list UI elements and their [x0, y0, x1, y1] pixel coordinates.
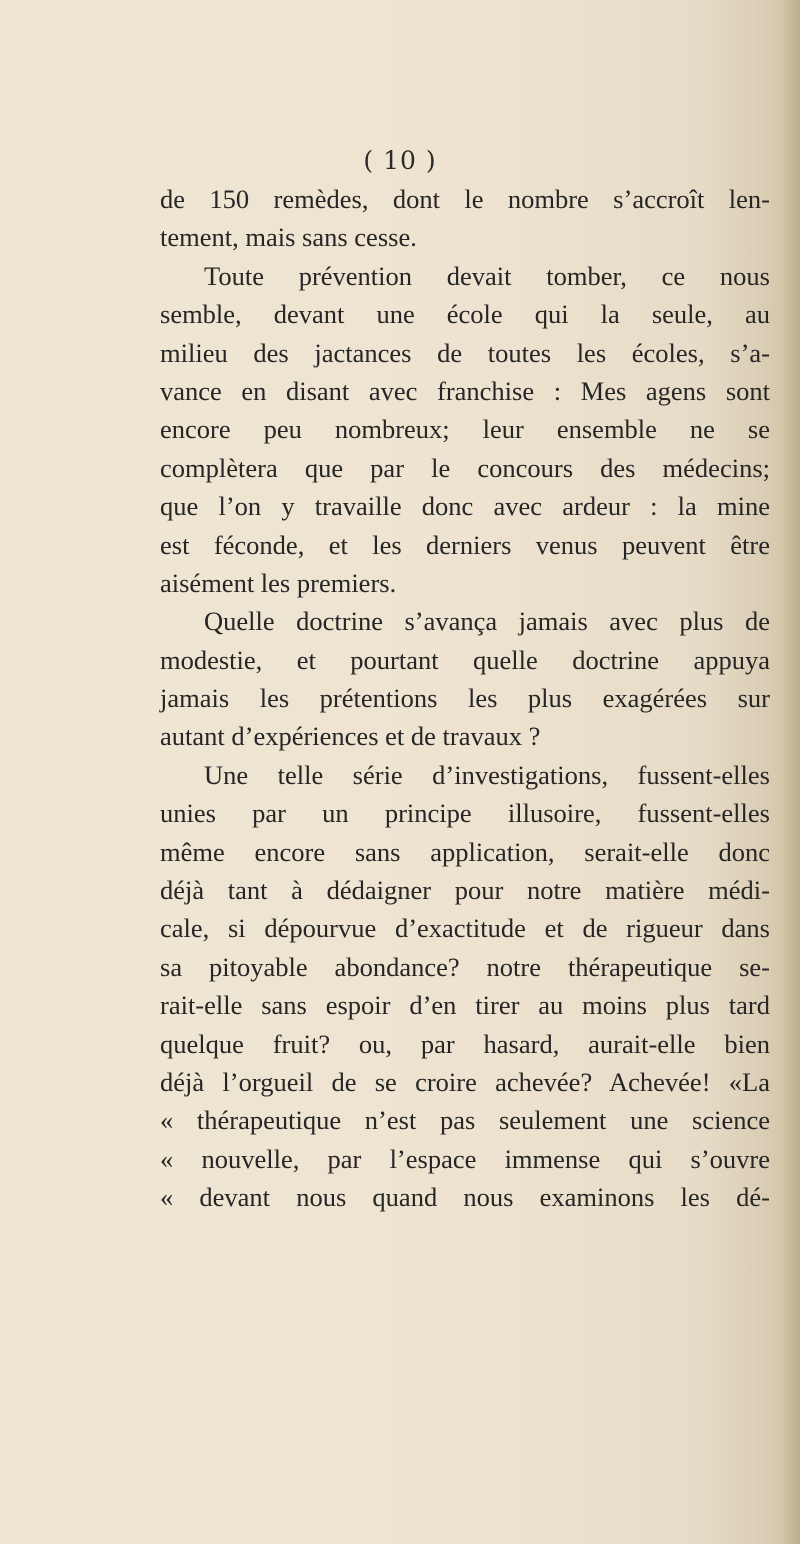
text-line: sa pitoyable abondance? notre thérapeutique se-	[160, 951, 770, 982]
text-line: de 150 remèdes, dont le nombre s’accroît len-	[160, 184, 770, 214]
text-line: déjà tant à dédaigner pour notre matière médi-	[160, 875, 770, 906]
text-line: déjà l’orgueil de se croire achevée? Achevée! «La	[160, 1066, 770, 1097]
text-line: milieu des jactances de toutes les écoles, s’a-	[160, 337, 770, 368]
text-line: complètera que par le concours des médecins;	[160, 452, 770, 483]
body-text	[160, 180, 770, 1217]
text-line: tement, mais sans cesse.	[160, 222, 417, 253]
text-line: Toute prévention devait tomber, ce nous	[204, 260, 770, 291]
text-line: quelque fruit? ou, par hasard, aurait-elle bien	[160, 1028, 770, 1059]
text-line: jamais les prétentions les plus exagérées sur	[160, 683, 770, 714]
text-line: « nouvelle, par l’espace immense qui s’ouvre	[160, 1143, 770, 1174]
text-line: encore peu nombreux; leur ensemble ne se	[160, 414, 770, 445]
text-line: « devant nous quand nous examinons les dé-	[160, 1182, 770, 1213]
text-line: Une telle série d’investigations, fussent-elles	[204, 759, 770, 790]
page-edge-shadow	[782, 0, 800, 1544]
page-number: ( 10 )	[363, 146, 437, 175]
text-line: modestie, et pourtant quelle doctrine appuya	[160, 644, 770, 675]
text-line: cale, si dépourvue d’exactitude et de rigueur dans	[160, 913, 770, 944]
text-line: semble, devant une école qui la seule, au	[160, 299, 770, 330]
text-line: unies par un principe illusoire, fussent-elles	[160, 798, 770, 829]
text-line: aisément les premiers.	[160, 567, 397, 598]
text-line: autant d’expériences et de travaux ?	[160, 721, 541, 752]
text-line: rait-elle sans espoir d’en tirer au moins plus tard	[160, 990, 770, 1021]
text-line: que l’on y travaille donc avec ardeur : la mine	[160, 491, 770, 522]
text-line: même encore sans application, serait-elle donc	[160, 836, 770, 867]
text-line: est féconde, et les derniers venus peuvent être	[160, 529, 770, 560]
text-line: vance en disant avec franchise : Mes agens sont	[160, 375, 770, 406]
text-line: « thérapeutique n’est pas seulement une science	[160, 1105, 770, 1136]
text-line: Quelle doctrine s’avança jamais avec plus de	[204, 606, 770, 637]
